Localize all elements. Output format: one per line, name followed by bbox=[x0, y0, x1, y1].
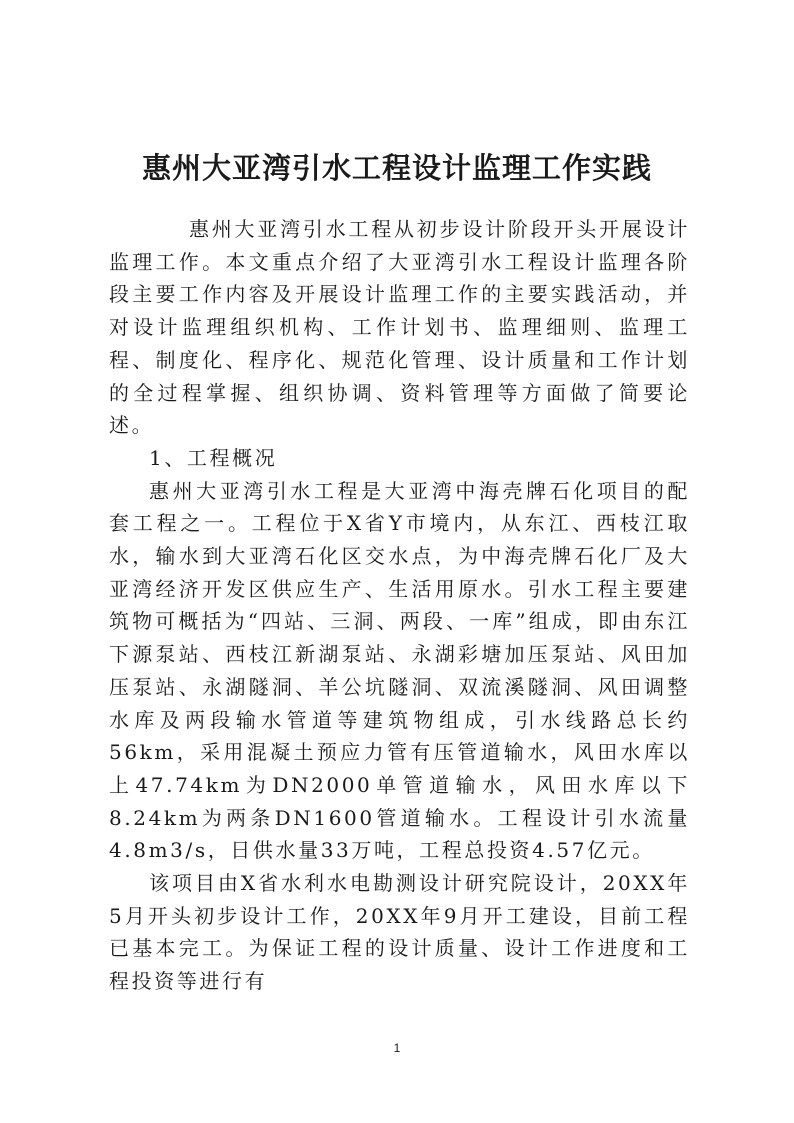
page-number: 1 bbox=[393, 1041, 401, 1055]
section-heading: 1、工程概况 bbox=[149, 445, 278, 470]
document-title: 惠州大亚湾引水工程设计监理工作实践 bbox=[141, 151, 652, 185]
abstract-paragraph: 惠州大亚湾引水工程从初步设计阶段开头开展设计监理工作。本文重点介绍了大亚湾引水工程设计监理各阶段主要工作内容及开展设计监理工作的主要实践活动，并对设计监理组织机构、工作计划书、监理细则、监理工程、制度化、程序化、规范化管理、设计质量和工作计划的全过程掌握、组织协调、资料管理等方面做了简要论述。 bbox=[109, 217, 690, 438]
body-paragraph: 惠州大亚湾引水工程是大亚湾中海壳牌石化项目的配套工程之一。工程位于X省Y市境内，从东江、西枝江取水，输水到大亚湾石化区交水点，为中海壳牌石化厂及大亚湾经济开发区供应生产、生活用原水。引水工程主要建筑物可概括为“四站、三洞、两段、一库”组成，即由东江下源泵站、西枝江新湖泵站、永湖彩塘加压泵站、风田加压泵站、永湖隧洞、羊公坑隧洞、双流溪隧洞、风田调整水库及两段输水管道等建筑物组成，引水线路总长约56km，采用混凝土预应力管有压管道输水，风田水库以上47.74km为DN2000单管道输水，风田水库以下8.24km为两条DN1600管道输水。工程设计引水流量4.8m3/s，日供水量33万吨，工程总投资4.57亿元。 bbox=[109, 478, 690, 863]
body-paragraph: 该项目由X省水利水电勘测设计研究院设计，20XX年5月开头初步设计工作，20XX年9月开工建设，目前工程已基本完工。为保证工程的设计质量、设计工作进度和工程投资等进行有 bbox=[109, 871, 690, 994]
document-body bbox=[109, 213, 690, 998]
